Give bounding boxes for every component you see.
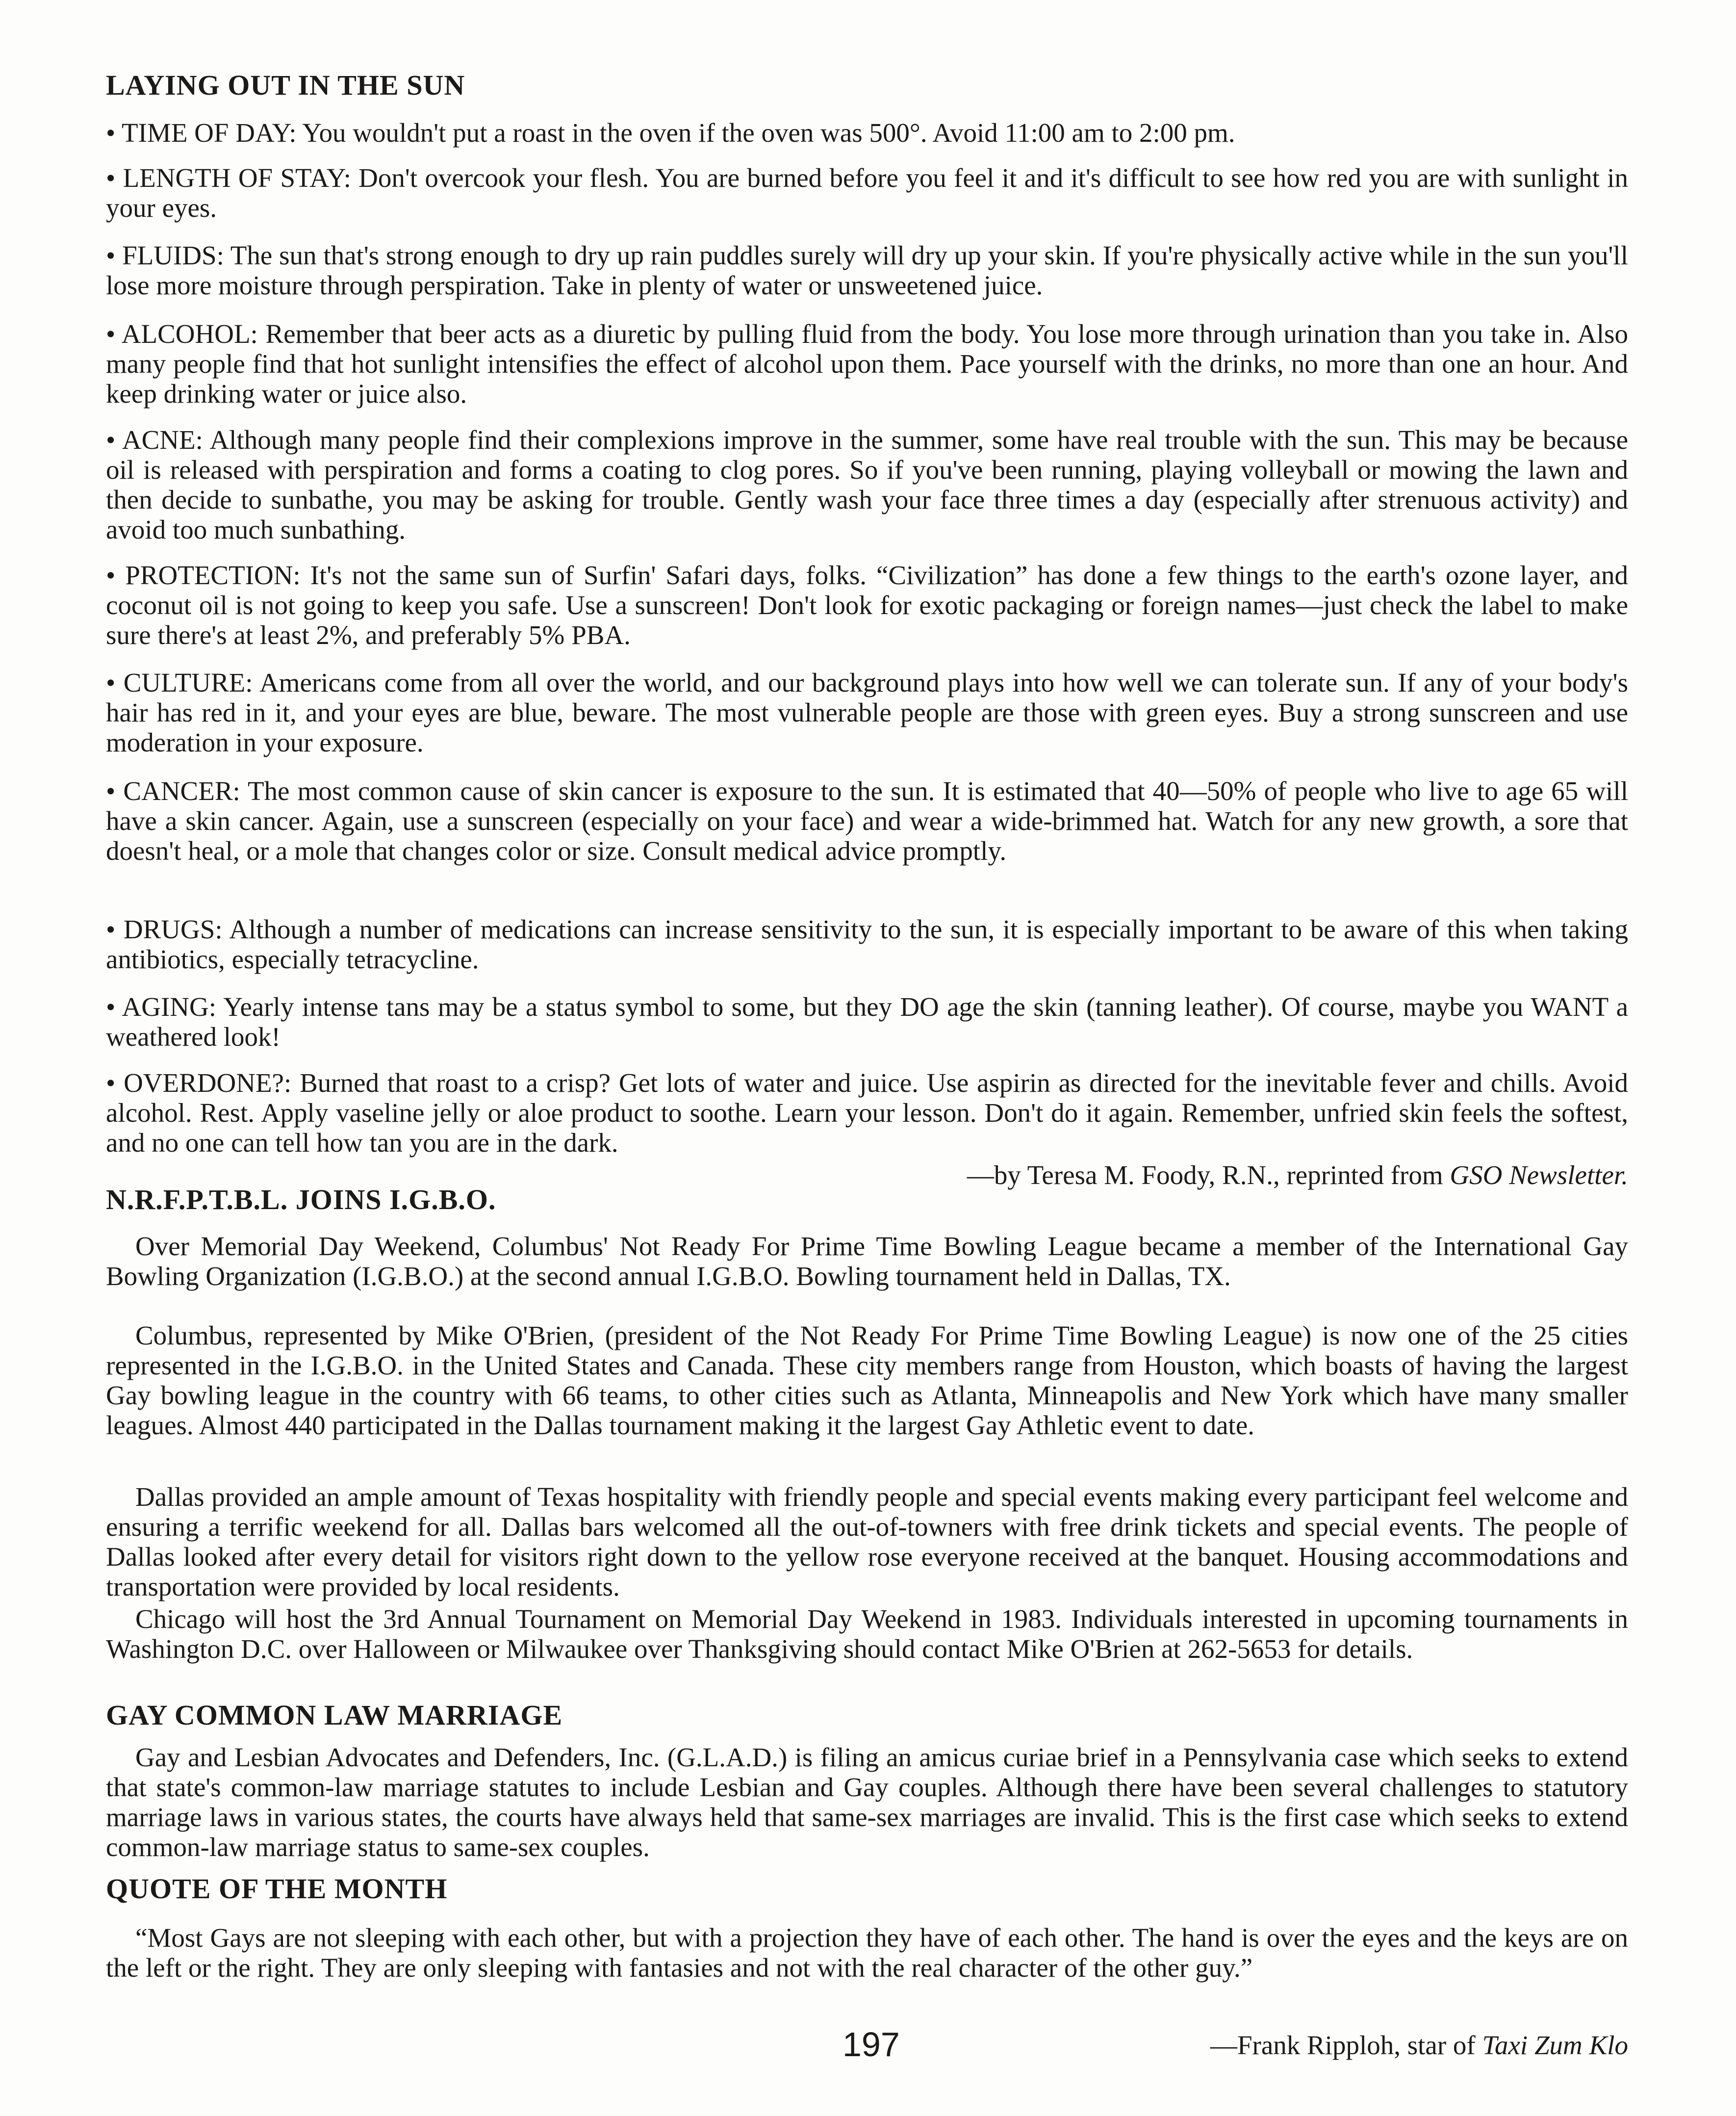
sun-item-time-of-day: • TIME OF DAY: You wouldn't put a roast in the oven if the oven was 500°. Avoid 11:00 am to 2:00 pm. — [106, 118, 1235, 148]
sun-item-cancer: • CANCER: The most common cause of skin cancer is exposure to the sun. It is estimated that 40—50% of people who live to age 65 will have a skin cancer. Again, use a sunscreen (especially on your face) and wear a wide-brimmed hat. Watch for any new growth, a sore that doesn't heal, or a mole that changes color or size. Consult medical advice promptly. — [106, 776, 1628, 866]
credit-text: —Frank Ripploh, star of — [1210, 2030, 1482, 2060]
sun-item-culture: • CULTURE: Americans come from all over the world, and our background plays into how well we can tolerate sun. If any of your body's hair has red in it, and your eyes are blue, beware. The most vulnerable people are those with green eyes. Buy a strong sunscreen and use moderation in your exposure. — [106, 668, 1628, 757]
section-heading-bowling: N.R.F.P.T.B.L. JOINS I.G.B.O. — [106, 1184, 496, 1215]
attribution-text: —by Teresa M. Foody, R.N., reprinted from — [967, 1160, 1450, 1190]
credit-source: Taxi Zum Klo — [1482, 2030, 1628, 2060]
bowling-paragraph: Chicago will host the 3rd Annual Tournament on Memorial Day Weekend in 1983. Individuals interested in upcoming tournaments in Washington D.C. over Halloween or Milwaukee over Thanksgiving should contact Mike O'Brien at 262-5653 for details. — [106, 1604, 1628, 1664]
sun-item-protection: • PROTECTION: It's not the same sun of Surfin' Safari days, folks. “Civilization” has done a few things to the earth's ozone layer, and coconut oil is not going to keep you safe. Use a sunscreen! Don't look for exotic packaging or foreign names—just check the label to make sure there's at least 2%, and preferably 5% PBA. — [106, 560, 1628, 650]
quote-text: “Most Gays are not sleeping with each other, but with a projection they have of each other. The hand is over the eyes and the keys are on the left or the right. They are only sleeping with fantasies and not with the real character of the other guy.” — [106, 1923, 1628, 1983]
sun-item-length-of-stay: • LENGTH OF STAY: Don't overcook your flesh. You are burned before you feel it and it's difficult to see how red you are with sunlight in your eyes. — [106, 163, 1628, 223]
quote-credit — [1210, 2030, 1628, 2061]
bowling-paragraph: Dallas provided an ample amount of Texas hospitality with friendly people and special events making every participant feel welcome and ensuring a terrific weekend for all. Dallas bars welcomed all the out-of-towners with free drink tickets and special events. The people of Dallas looked after every detail for visitors right down to the yellow rose everyone received at the banquet. Housing accommodations and transportation were provided by local residents. — [106, 1482, 1628, 1601]
attribution-source: GSO Newsletter. — [1450, 1160, 1628, 1190]
sun-item-overdone: • OVERDONE?: Burned that roast to a crisp? Get lots of water and juice. Use aspirin as directed for the inevitable fever and chills. Avoid alcohol. Rest. Apply vaseline jelly or aloe product to soothe. Learn your lesson. Don't do it again. Remember, unfried skin feels the softest, and no one can tell how tan you are in the dark. — [106, 1068, 1628, 1158]
sun-item-drugs: • DRUGS: Although a number of medications can increase sensitivity to the sun, it is especially important to be aware of this when taking antibiotics, especially tetracycline. — [106, 914, 1628, 974]
sun-item-acne: • ACNE: Although many people find their complexions improve in the summer, some have real trouble with the sun. This may be because oil is released with perspiration and forms a coating to clog pores. So if you've been running, playing volleyball or mowing the lawn and then decide to sunbathe, you may be asking for trouble. Gently wash your face three times a day (especially after strenuous activity) and avoid too much sunbathing. — [106, 425, 1628, 544]
section-heading-marriage: GAY COMMON LAW MARRIAGE — [106, 1699, 563, 1731]
sun-item-fluids: • FLUIDS: The sun that's strong enough to dry up rain puddles surely will dry up your skin. If you're physically active while in the sun you'll lose more moisture through perspiration. Take in plenty of water or unsweetened juice. — [106, 240, 1628, 300]
section-heading-sun: LAYING OUT IN THE SUN — [106, 69, 465, 101]
page-number: 197 — [842, 2025, 900, 2064]
sun-item-alcohol: • ALCOHOL: Remember that beer acts as a diuretic by pulling fluid from the body. You lose more through urination than you take in. Also many people find that hot sunlight intensifies the effect of alcohol upon them. Pace yourself with the drinks, no more than one an hour. And keep drinking water or juice also. — [106, 319, 1628, 409]
marriage-paragraph: Gay and Lesbian Advocates and Defenders, Inc. (G.L.A.D.) is filing an amicus curiae brief in a Pennsylvania case which seeks to extend that state's common-law marriage statutes to include Lesbian and Gay couples. Although there have been several challenges to statutory marriage laws in various states, the courts have always held that same-sex marriages are invalid. This is the first case which seeks to extend common-law marriage status to same-sex couples. — [106, 1742, 1628, 1862]
bowling-paragraph: Columbus, represented by Mike O'Brien, (president of the Not Ready For Prime Time Bowling League) is now one of the 25 cities represented in the I.G.B.O. in the United States and Canada. These city members range from Houston, which boasts of having the largest Gay bowling league in the country with 66 teams, to other cities such as Atlanta, Minneapolis and New York which have many smaller leagues. Almost 440 participated in the Dallas tournament making it the largest Gay Athletic event to date. — [106, 1320, 1628, 1440]
sun-item-aging: • AGING: Yearly intense tans may be a status symbol to some, but they DO age the skin (tanning leather). Of course, maybe you WANT a weathered look! — [106, 992, 1628, 1052]
bowling-paragraph: Over Memorial Day Weekend, Columbus' Not Ready For Prime Time Bowling League became a member of the International Gay Bowling Organization (I.G.B.O.) at the second annual I.G.B.O. Bowling tournament held in Dallas, TX. — [106, 1231, 1628, 1291]
section-heading-quote: QUOTE OF THE MONTH — [106, 1873, 448, 1905]
